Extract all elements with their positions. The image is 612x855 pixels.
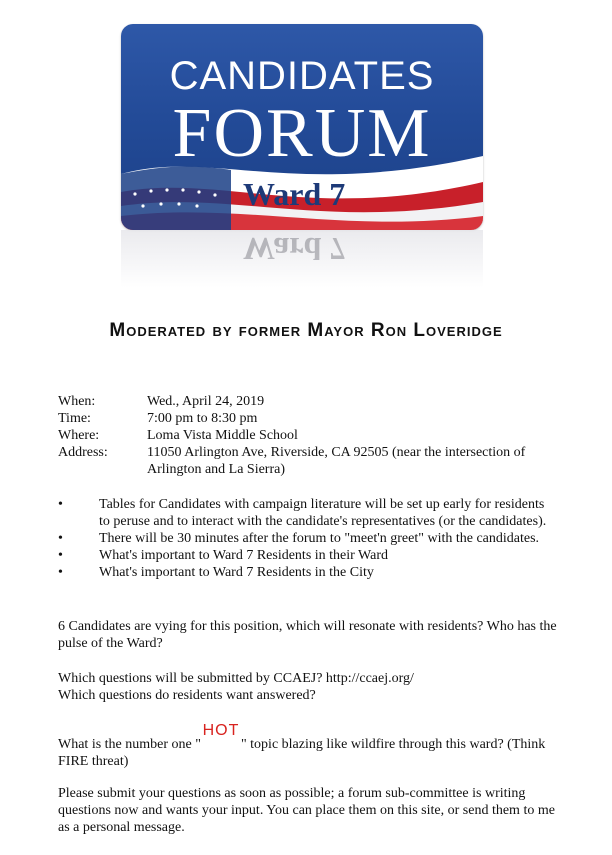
detail-row-address bbox=[58, 444, 578, 478]
detail-label: Address: bbox=[58, 445, 108, 460]
ccaej-question-line: Which questions will be submitted by CCAEJ? http://ccaej.org/ bbox=[58, 671, 414, 686]
bullet-icon: • bbox=[58, 497, 63, 512]
banner-title-candidates: CANDIDATES bbox=[169, 54, 435, 98]
detail-value: 7:00 pm to 8:30 pm bbox=[147, 411, 258, 426]
banner-reflection-text: Ward 7 bbox=[243, 231, 346, 267]
bullet-text: Tables for Candidates with campaign literature will be set up early for residents to peruse and to interact with the candidate's representatives (or the candidates). bbox=[99, 497, 547, 529]
bullet-text: There will be 30 minutes after the forum to "meet'n greet" with the candidates. bbox=[99, 531, 540, 546]
hot-topic-text-after: " topic blazing like wildfire through this ward? (Think FIRE threat) bbox=[58, 737, 546, 769]
list-item bbox=[58, 496, 558, 530]
candidates-paragraph: 6 Candidates are vying for this position, which will resonate with residents? Who has the pulse of the Ward? bbox=[58, 619, 557, 651]
forum-banner bbox=[121, 24, 483, 294]
bullet-icon: • bbox=[58, 548, 63, 563]
residents-question-line: Which questions do residents want answered? bbox=[58, 688, 316, 703]
banner-title-forum: FORUM bbox=[172, 95, 432, 172]
detail-row-time bbox=[58, 410, 578, 427]
detail-row-where bbox=[58, 427, 578, 444]
hot-word-wrap bbox=[201, 722, 241, 748]
bullet-text: What's important to Ward 7 Residents in their Ward bbox=[99, 548, 389, 563]
detail-value: Wed., April 24, 2019 bbox=[147, 394, 265, 409]
list-item bbox=[58, 564, 558, 581]
hot-word: HOT bbox=[202, 722, 240, 739]
detail-label: When: bbox=[58, 394, 96, 409]
detail-label: Where: bbox=[58, 428, 100, 443]
moderator-headline: Moderated by former Mayor Ron Loveridge bbox=[109, 320, 503, 341]
detail-value: 11050 Arlington Ave, Riverside, CA 92505 (near the intersection of Arlington and La Sierra) bbox=[147, 445, 526, 477]
list-item bbox=[58, 530, 558, 547]
hot-topic-paragraph bbox=[58, 722, 558, 770]
event-details bbox=[58, 393, 578, 478]
banner-ward: Ward 7 bbox=[243, 176, 346, 212]
bullet-icon: • bbox=[58, 531, 63, 546]
bullet-icon: • bbox=[58, 565, 63, 580]
banner-reflection bbox=[121, 230, 483, 294]
submit-questions-paragraph: Please submit your questions as soon as possible; a forum sub-committee is writing questions now and wants your input. You can place them on this site, or send them to me as a personal message. bbox=[58, 786, 555, 835]
feature-bullet-list bbox=[58, 496, 558, 581]
banner-panel bbox=[121, 24, 483, 230]
questions-paragraph bbox=[58, 670, 558, 704]
bullet-text: What's important to Ward 7 Residents in the City bbox=[99, 565, 374, 580]
detail-value: Loma Vista Middle School bbox=[147, 428, 298, 443]
detail-row-when bbox=[58, 393, 578, 410]
detail-label: Time: bbox=[58, 411, 91, 426]
hot-topic-text-before: What is the number one " bbox=[58, 737, 201, 752]
list-item bbox=[58, 547, 558, 564]
